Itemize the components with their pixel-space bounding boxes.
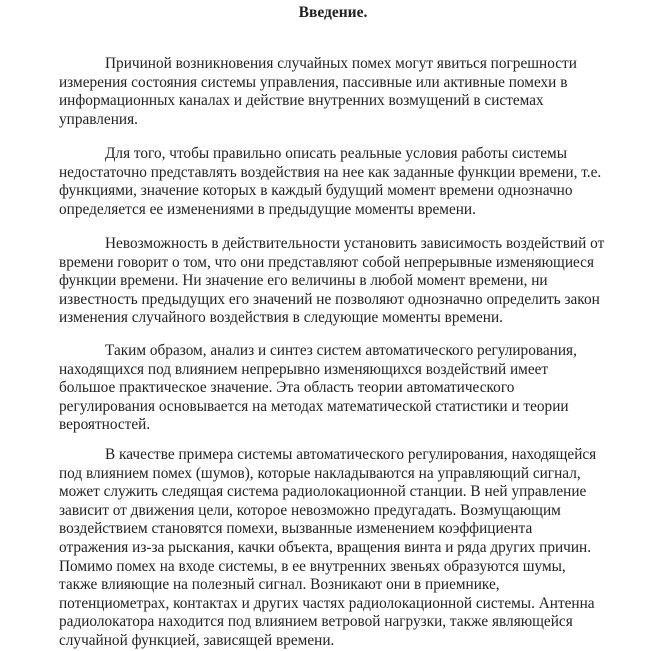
paragraph-2	[59, 145, 639, 219]
text-line: регулирования основывается на методах математической статистики и теории	[59, 397, 569, 415]
text-line: Для того, чтобы правильно описать реальные условия работы системы	[105, 145, 568, 162]
text-line: информационных каналах и действие внутренних возмущений в системах	[59, 92, 544, 110]
text-line: зависит от движения цели, которое невозможно предугадать. Возмущающим	[59, 501, 561, 519]
text-line: известность предыдущих его значений не позволяют однозначно определить закон	[59, 290, 600, 308]
paragraph-5	[59, 446, 639, 651]
text-line: вероятностей.	[59, 416, 151, 434]
text-line: функциями, значение которых в каждый будущий момент времени однозначно	[59, 182, 573, 200]
text-line: также влияющие на полезный сигнал. Возникают они в приемнике,	[59, 576, 500, 594]
text-line: функции времени. Ни значение его величины в любой момент времени, ни	[59, 272, 548, 290]
text-line: измерения состояния системы управления, пассивные или активные помехи в	[59, 73, 568, 91]
paragraph-3	[59, 235, 639, 328]
text-line: недостаточно представлять воздействия на нее как заданные функции времени, т.е.	[59, 163, 602, 181]
paragraph-1	[59, 55, 639, 129]
text-line: радиолокатора находится под влиянием ветровой нагрузки, также являющейся	[59, 613, 573, 631]
text-line: управления.	[59, 110, 138, 128]
text-line: находящихся под влиянием непрерывно изменяющихся воздействий имеет	[59, 360, 549, 378]
text-line: Помимо помех на входе системы, в ее внутренних звеньях образуются шумы,	[59, 557, 566, 575]
document-title: Введение.	[298, 4, 368, 21]
text-line: В качестве примера системы автоматического регулирования, находящейся	[105, 446, 597, 463]
text-line: воздействием становятся помехи, вызванные изменением коэффициента	[59, 520, 533, 538]
text-line: Таким образом, анализ и синтез систем автоматического регулирования,	[105, 342, 577, 359]
text-line: под влиянием помех (шумов), которые накладываются на управляющий сигнал,	[59, 464, 581, 482]
text-line: изменения случайного воздействия в следующие моменты времени.	[59, 309, 503, 327]
text-line: может служить следящая система радиолокационной станции. В ней управление	[59, 483, 587, 501]
text-line: определяется ее изменениями в предыдущие моменты времени.	[59, 200, 476, 218]
text-line: Причиной возникновения случайных помех могут явиться погрешности	[105, 55, 577, 72]
text-line: потенциометрах, контактах и других частях радиолокационной системы. Антенна	[59, 594, 595, 612]
text-line: случайной функцией, зависящей времени.	[59, 631, 335, 649]
text-line: Невозможность в действительности установить зависимость воздействий от	[105, 235, 605, 252]
paragraph-4	[59, 342, 639, 435]
text-line: большое практическое значение. Эта область теории автоматического	[59, 379, 515, 397]
text-line: отражения из-за рыскания, качки объекта, вращения винта и ряда других причин.	[59, 538, 592, 556]
text-line: времени говорит о том, что они представляют собой непрерывные изменяющиеся	[59, 253, 594, 271]
